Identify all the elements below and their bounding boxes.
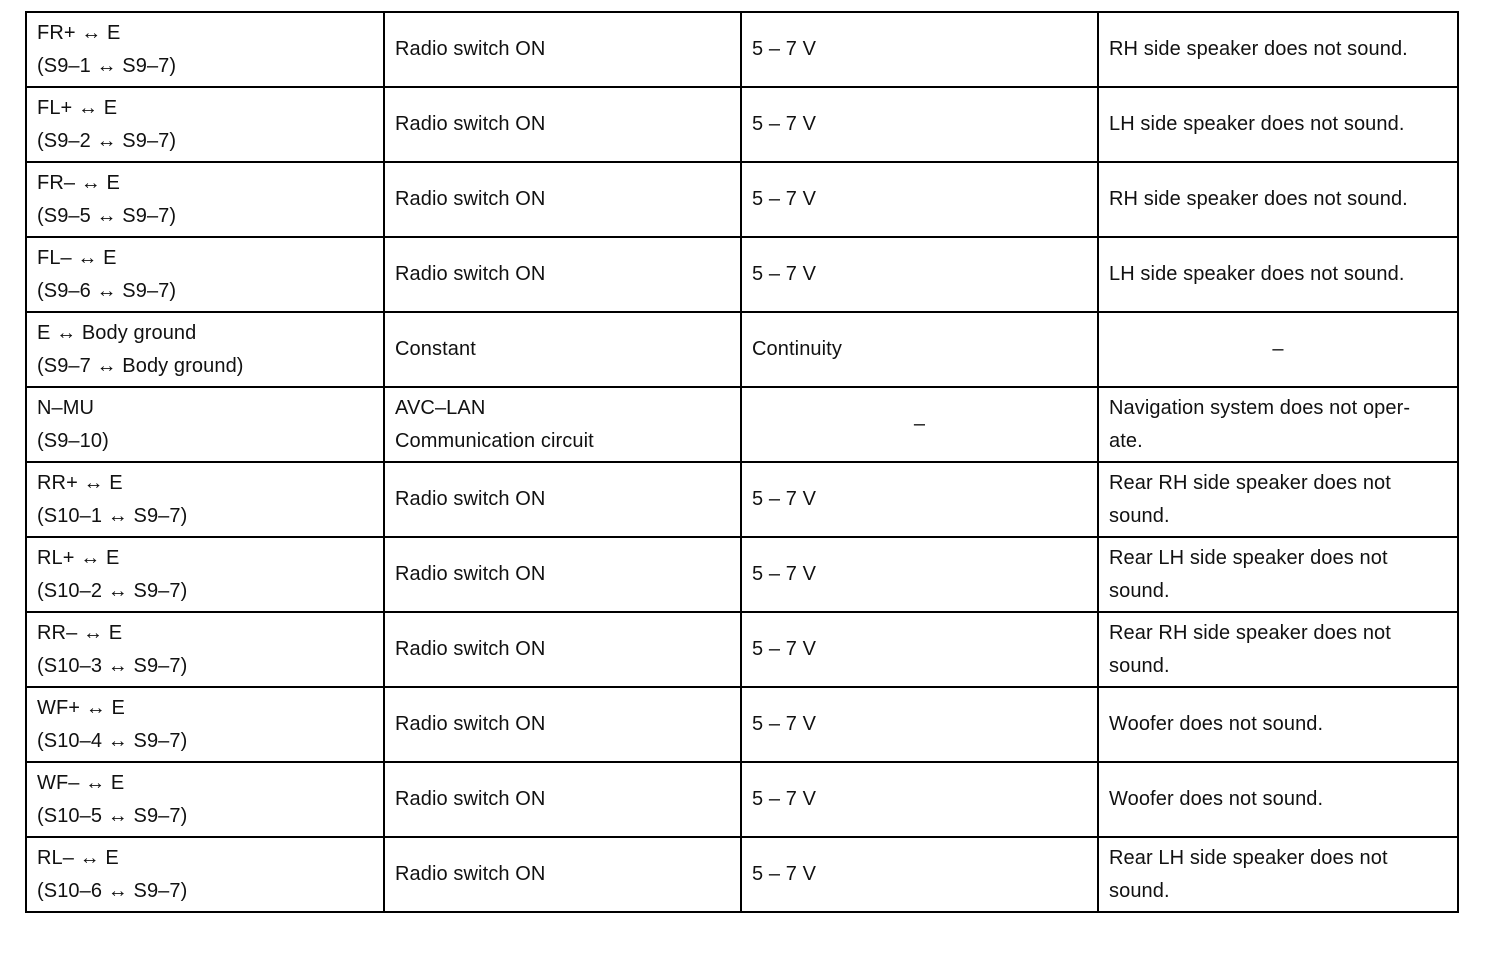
specified-condition-text: 5 – 7 V	[752, 638, 817, 660]
specified-condition-cell	[741, 837, 1098, 912]
specified-condition-cell	[741, 762, 1098, 837]
table-row	[26, 687, 1458, 762]
specified-condition-text: 5 – 7 V	[752, 488, 817, 510]
terminal-pins: (S9–10)	[37, 429, 109, 452]
condition-text: Radio switch ON	[395, 263, 546, 285]
terminal-pins: (S10–1 ↔ S9–7)	[37, 504, 188, 527]
condition-text: Radio switch ON	[395, 38, 546, 60]
symptom-subtext: ate.	[1109, 429, 1143, 452]
condition-text: Radio switch ON	[395, 713, 546, 735]
condition-cell	[384, 762, 741, 837]
specified-condition-cell	[741, 687, 1098, 762]
condition-cell	[384, 237, 741, 312]
symptom-cell	[1098, 537, 1458, 612]
symptom-cell	[1098, 87, 1458, 162]
condition-text: Radio switch ON	[395, 188, 546, 210]
condition-cell	[384, 612, 741, 687]
condition-text: AVC–LAN	[395, 396, 486, 419]
terminal-label: FL+ ↔ E	[37, 96, 118, 119]
specified-condition-text: 5 – 7 V	[752, 188, 817, 210]
specified-condition-cell	[741, 612, 1098, 687]
terminal-label: RL– ↔ E	[37, 846, 119, 869]
symptom-cell	[1098, 687, 1458, 762]
condition-text: Radio switch ON	[395, 788, 546, 810]
specified-condition-cell	[741, 12, 1098, 87]
condition-text: Constant	[395, 338, 476, 360]
terminal-pins: (S10–2 ↔ S9–7)	[37, 579, 188, 602]
terminal-label: WF– ↔ E	[37, 771, 125, 794]
condition-cell	[384, 687, 741, 762]
condition-cell	[384, 162, 741, 237]
condition-cell	[384, 837, 741, 912]
terminal-cell	[26, 162, 384, 237]
specified-condition-text: –	[913, 413, 926, 435]
specified-condition-text: 5 – 7 V	[752, 113, 817, 135]
terminal-cell	[26, 537, 384, 612]
terminal-cell	[26, 12, 384, 87]
specified-condition-cell	[741, 87, 1098, 162]
terminal-pins: (S9–5 ↔ S9–7)	[37, 204, 177, 227]
condition-cell	[384, 387, 741, 462]
table-row	[26, 837, 1458, 912]
condition-text: Radio switch ON	[395, 563, 546, 585]
specified-condition-text: 5 – 7 V	[752, 713, 817, 735]
table-row	[26, 12, 1458, 87]
symptom-text: LH side speaker does not sound.	[1109, 263, 1405, 285]
terminal-pins: (S10–3 ↔ S9–7)	[37, 654, 188, 677]
table-row	[26, 237, 1458, 312]
symptom-cell	[1098, 12, 1458, 87]
table-row	[26, 762, 1458, 837]
terminal-pins: (S9–2 ↔ S9–7)	[37, 129, 177, 152]
symptom-cell	[1098, 762, 1458, 837]
symptom-text: Rear RH side speaker does not	[1109, 471, 1391, 494]
symptom-cell	[1098, 837, 1458, 912]
specified-condition-text: 5 – 7 V	[752, 788, 817, 810]
symptom-text: Rear LH side speaker does not	[1109, 546, 1388, 569]
table-row	[26, 387, 1458, 462]
symptom-text: RH side speaker does not sound.	[1109, 188, 1408, 210]
terminal-cell	[26, 462, 384, 537]
symptom-text: Woofer does not sound.	[1109, 713, 1324, 735]
symptom-cell	[1098, 612, 1458, 687]
symptom-text: RH side speaker does not sound.	[1109, 38, 1408, 60]
terminal-cell	[26, 837, 384, 912]
terminal-cell	[26, 87, 384, 162]
terminal-label: N–MU	[37, 396, 95, 419]
condition-text: Radio switch ON	[395, 638, 546, 660]
symptom-subtext: sound.	[1109, 504, 1170, 527]
condition-cell	[384, 87, 741, 162]
specified-condition-cell	[741, 537, 1098, 612]
terminal-cell	[26, 687, 384, 762]
table-row	[26, 162, 1458, 237]
symptom-cell	[1098, 387, 1458, 462]
terminal-pins: (S9–6 ↔ S9–7)	[37, 279, 177, 302]
table-row	[26, 87, 1458, 162]
symptom-subtext: sound.	[1109, 579, 1170, 602]
terminal-pins: (S9–7 ↔ Body ground)	[37, 354, 244, 377]
symptom-subtext: sound.	[1109, 879, 1170, 902]
symptom-text: Navigation system does not oper-	[1109, 396, 1411, 419]
symptom-cell	[1098, 237, 1458, 312]
symptom-text: Woofer does not sound.	[1109, 788, 1324, 810]
specified-condition-text: 5 – 7 V	[752, 863, 817, 885]
terminal-cell	[26, 387, 384, 462]
condition-cell	[384, 312, 741, 387]
condition-subtext: Communication circuit	[395, 429, 594, 452]
specified-condition-cell	[741, 237, 1098, 312]
specified-condition-cell	[741, 462, 1098, 537]
terminal-label: FL– ↔ E	[37, 246, 117, 269]
terminal-label: RR+ ↔ E	[37, 471, 123, 494]
specified-condition-text: 5 – 7 V	[752, 38, 817, 60]
table-body	[26, 12, 1458, 912]
specified-condition-cell	[741, 312, 1098, 387]
terminal-cell	[26, 612, 384, 687]
condition-cell	[384, 12, 741, 87]
symptom-subtext: sound.	[1109, 654, 1170, 677]
terminal-pins: (S10–5 ↔ S9–7)	[37, 804, 188, 827]
terminal-label: E ↔ Body ground	[37, 321, 197, 344]
symptom-text: LH side speaker does not sound.	[1109, 113, 1405, 135]
symptom-cell	[1098, 462, 1458, 537]
condition-cell	[384, 537, 741, 612]
terminal-label: WF+ ↔ E	[37, 696, 125, 719]
specified-condition-text: Continuity	[752, 338, 842, 360]
terminal-label: FR+ ↔ E	[37, 21, 121, 44]
table-row	[26, 462, 1458, 537]
terminal-pins: (S10–4 ↔ S9–7)	[37, 729, 188, 752]
specified-condition-text: 5 – 7 V	[752, 563, 817, 585]
terminal-label: FR– ↔ E	[37, 171, 120, 194]
symptom-text: Rear RH side speaker does not	[1109, 621, 1391, 644]
specified-condition-text: 5 – 7 V	[752, 263, 817, 285]
terminal-cell	[26, 762, 384, 837]
terminal-pins: (S10–6 ↔ S9–7)	[37, 879, 188, 902]
terminal-label: RL+ ↔ E	[37, 546, 120, 569]
symptom-cell	[1098, 162, 1458, 237]
condition-text: Radio switch ON	[395, 113, 546, 135]
symptom-text: Rear LH side speaker does not	[1109, 846, 1388, 869]
terminal-pins: (S9–1 ↔ S9–7)	[37, 54, 177, 77]
symptom-text: –	[1272, 338, 1284, 360]
table-row	[26, 537, 1458, 612]
specified-condition-cell	[741, 162, 1098, 237]
condition-text: Radio switch ON	[395, 863, 546, 885]
terminal-inspection-table	[25, 11, 1459, 913]
specified-condition-cell	[741, 387, 1098, 462]
terminal-cell	[26, 237, 384, 312]
terminal-label: RR– ↔ E	[37, 621, 123, 644]
table-row	[26, 312, 1458, 387]
terminal-cell	[26, 312, 384, 387]
condition-text: Radio switch ON	[395, 488, 546, 510]
symptom-cell	[1098, 312, 1458, 387]
condition-cell	[384, 462, 741, 537]
table-row	[26, 612, 1458, 687]
